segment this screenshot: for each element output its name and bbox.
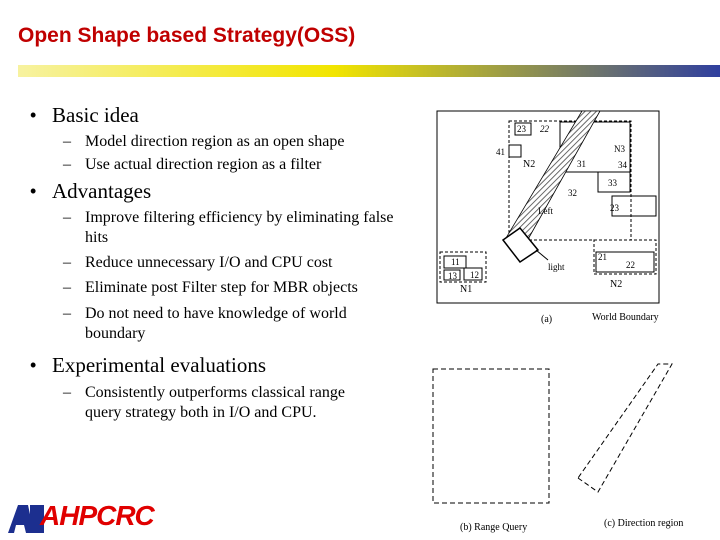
label-n2: N2 bbox=[523, 159, 536, 170]
label-cell: 11 bbox=[451, 257, 460, 267]
sub-item: – Reduce unnecessary I/O and CPU cost bbox=[63, 254, 333, 271]
label-cell: 22 bbox=[626, 260, 635, 270]
label-n3: N3 bbox=[614, 144, 625, 154]
label-cell: 32 bbox=[568, 188, 577, 198]
query-object bbox=[503, 228, 538, 262]
bullet-dot: • bbox=[30, 181, 37, 201]
label-n2b: N2 bbox=[610, 279, 623, 290]
direction-region-shape bbox=[578, 364, 672, 492]
label-cell: 33 bbox=[608, 178, 617, 188]
caption-b: (b) Range Query bbox=[460, 522, 528, 533]
label-cell: 13 bbox=[448, 271, 457, 281]
query-ray bbox=[536, 250, 548, 260]
world-boundary-label: World Boundary bbox=[592, 312, 659, 323]
bullet-dot: • bbox=[30, 105, 37, 125]
label-left: Left bbox=[538, 206, 553, 216]
sub-item: – Improve filtering efficiency by eliminating false hits bbox=[63, 209, 394, 246]
sub-item: – Model direction region as an open shape bbox=[63, 133, 345, 150]
sub-item: – Use actual direction region as a filter bbox=[63, 156, 322, 173]
bullet-text: Basic idea bbox=[52, 103, 139, 127]
label-cell: 21 bbox=[598, 252, 607, 262]
label-cell: 41 bbox=[496, 147, 505, 157]
bullet-text: Experimental evaluations bbox=[52, 353, 267, 377]
label-cell: 22 bbox=[540, 124, 549, 134]
bullet-dot: • bbox=[30, 355, 37, 375]
caption-c: (c) Direction region bbox=[604, 518, 684, 529]
logo-text: AHPCRC bbox=[40, 500, 154, 531]
caption-a: (a) bbox=[541, 314, 553, 325]
slide-title: Open Shape based Strategy(OSS) bbox=[18, 24, 356, 47]
sub-item: – Eliminate post Filter step for MBR objects bbox=[63, 279, 358, 296]
sub-item: – Do not need to have knowledge of world boundary bbox=[63, 305, 347, 342]
label-cell: 23 bbox=[517, 124, 526, 134]
cell-41 bbox=[509, 145, 521, 157]
sub-item: – Consistently outperforms classical range query strategy both in I/O and CPU. bbox=[63, 384, 345, 421]
label-cell: 31 bbox=[577, 159, 586, 169]
bullet-text: Advantages bbox=[52, 179, 152, 203]
label-cell: 34 bbox=[618, 160, 627, 170]
label-cell: 23 bbox=[610, 203, 619, 213]
label-n1: N1 bbox=[460, 284, 473, 295]
label-cell: 12 bbox=[470, 270, 479, 280]
label-light: light bbox=[548, 262, 565, 272]
range-query-box bbox=[433, 369, 549, 503]
